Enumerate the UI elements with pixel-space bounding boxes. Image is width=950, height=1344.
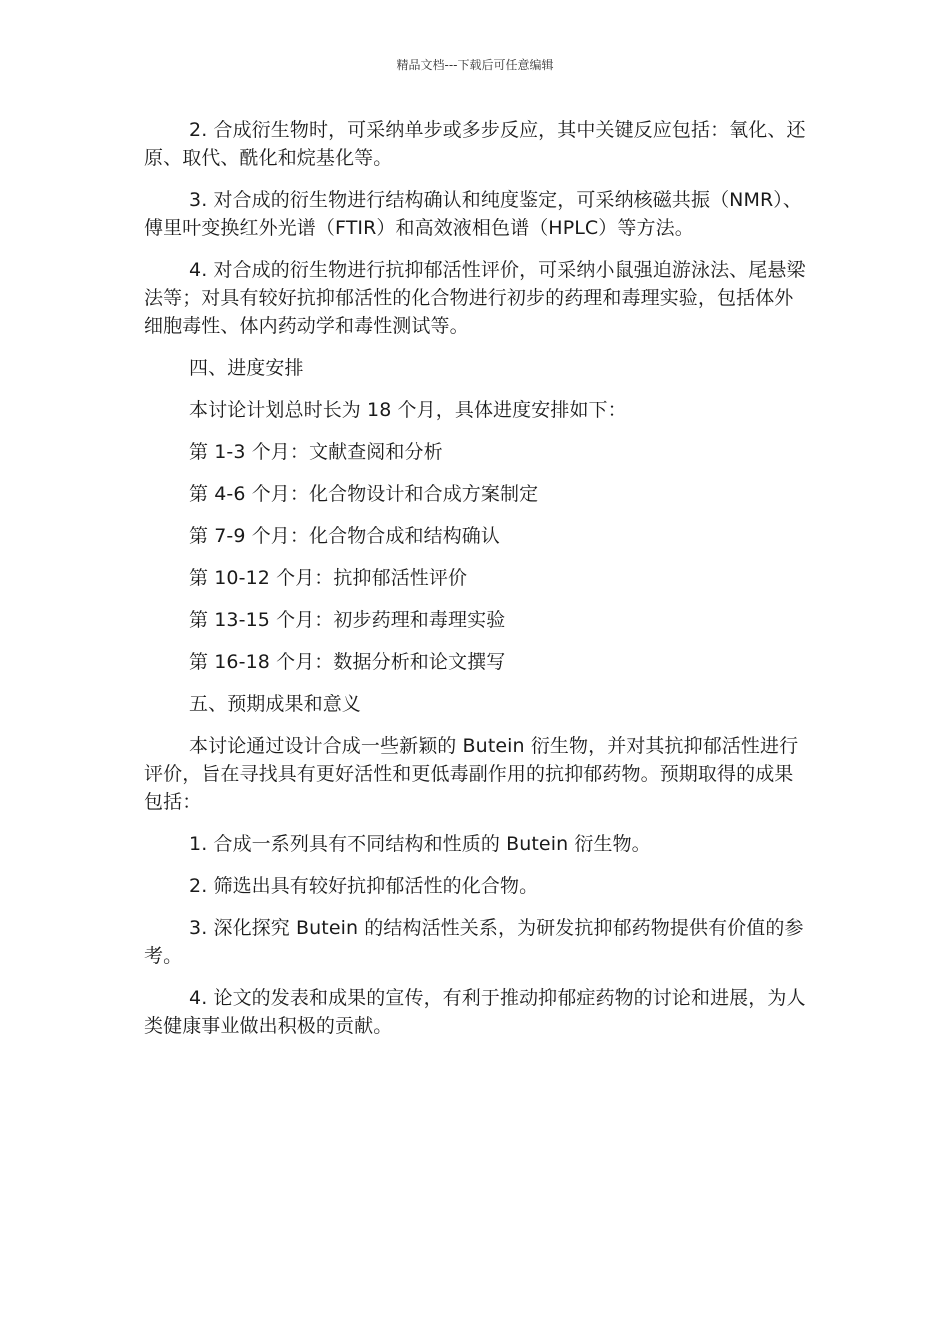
paragraph-schedule-intro: 本讨论计划总时长为 18 个月，具体进度安排如下： <box>189 399 627 421</box>
schedule-item-5: 第 13-15 个月：初步药理和毒理实验 <box>189 609 506 631</box>
paragraph-outcomes-intro: 本讨论通过设计合成一些新颖的 Butein 衍生物，并对其抗抑郁活性进行评价，旨在寻找具有更好活性和更低毒副作用的抗抑郁药物。预期取得的成果包括： <box>144 735 799 813</box>
paragraph-method-step-3: 3. 对合成的衍生物进行结构确认和纯度鉴定，可采纳核磁共振（NMR）、傅里叶变换红外光谱（FTIR）和高效液相色谱（HPLC）等方法。 <box>144 189 802 239</box>
paragraph-method-step-4: 4. 对合成的衍生物进行抗抑郁活性评价，可采纳小鼠强迫游泳法、尾悬梁法等；对具有较好抗抑郁活性的化合物进行初步的药理和毒理实验，包括体外细胞毒性、体内药动学和毒性测试等。 <box>144 259 806 337</box>
outcome-item-1: 1. 合成一系列具有不同结构和性质的 Butein 衍生物。 <box>189 833 651 855</box>
outcome-item-4: 4. 论文的发表和成果的宣传，有利于推动抑郁症药物的讨论和进展，为人类健康事业做出积极的贡献。 <box>144 987 806 1037</box>
schedule-item-1: 第 1-3 个月：文献查阅和分析 <box>189 441 443 463</box>
schedule-item-3: 第 7-9 个月：化合物合成和结构确认 <box>189 525 501 547</box>
schedule-item-4: 第 10-12 个月：抗抑郁活性评价 <box>189 567 468 589</box>
schedule-item-2: 第 4-6 个月：化合物设计和合成方案制定 <box>189 483 539 505</box>
outcome-item-3: 3. 深化探究 Butein 的结构活性关系，为研发抗抑郁药物提供有价值的参考。 <box>144 917 804 967</box>
page-header: 精品文档---下载后可任意编辑 <box>396 58 554 72</box>
document-body <box>144 116 808 1054</box>
section-heading-schedule: 四、进度安排 <box>189 357 304 379</box>
section-heading-outcomes: 五、预期成果和意义 <box>189 693 361 715</box>
schedule-item-6: 第 16-18 个月：数据分析和论文撰写 <box>189 651 506 673</box>
paragraph-method-step-2: 2. 合成衍生物时，可采纳单步或多步反应，其中关键反应包括：氧化、还原、取代、酰化和烷基化等。 <box>144 119 806 169</box>
outcome-item-2: 2. 筛选出具有较好抗抑郁活性的化合物。 <box>189 875 539 897</box>
